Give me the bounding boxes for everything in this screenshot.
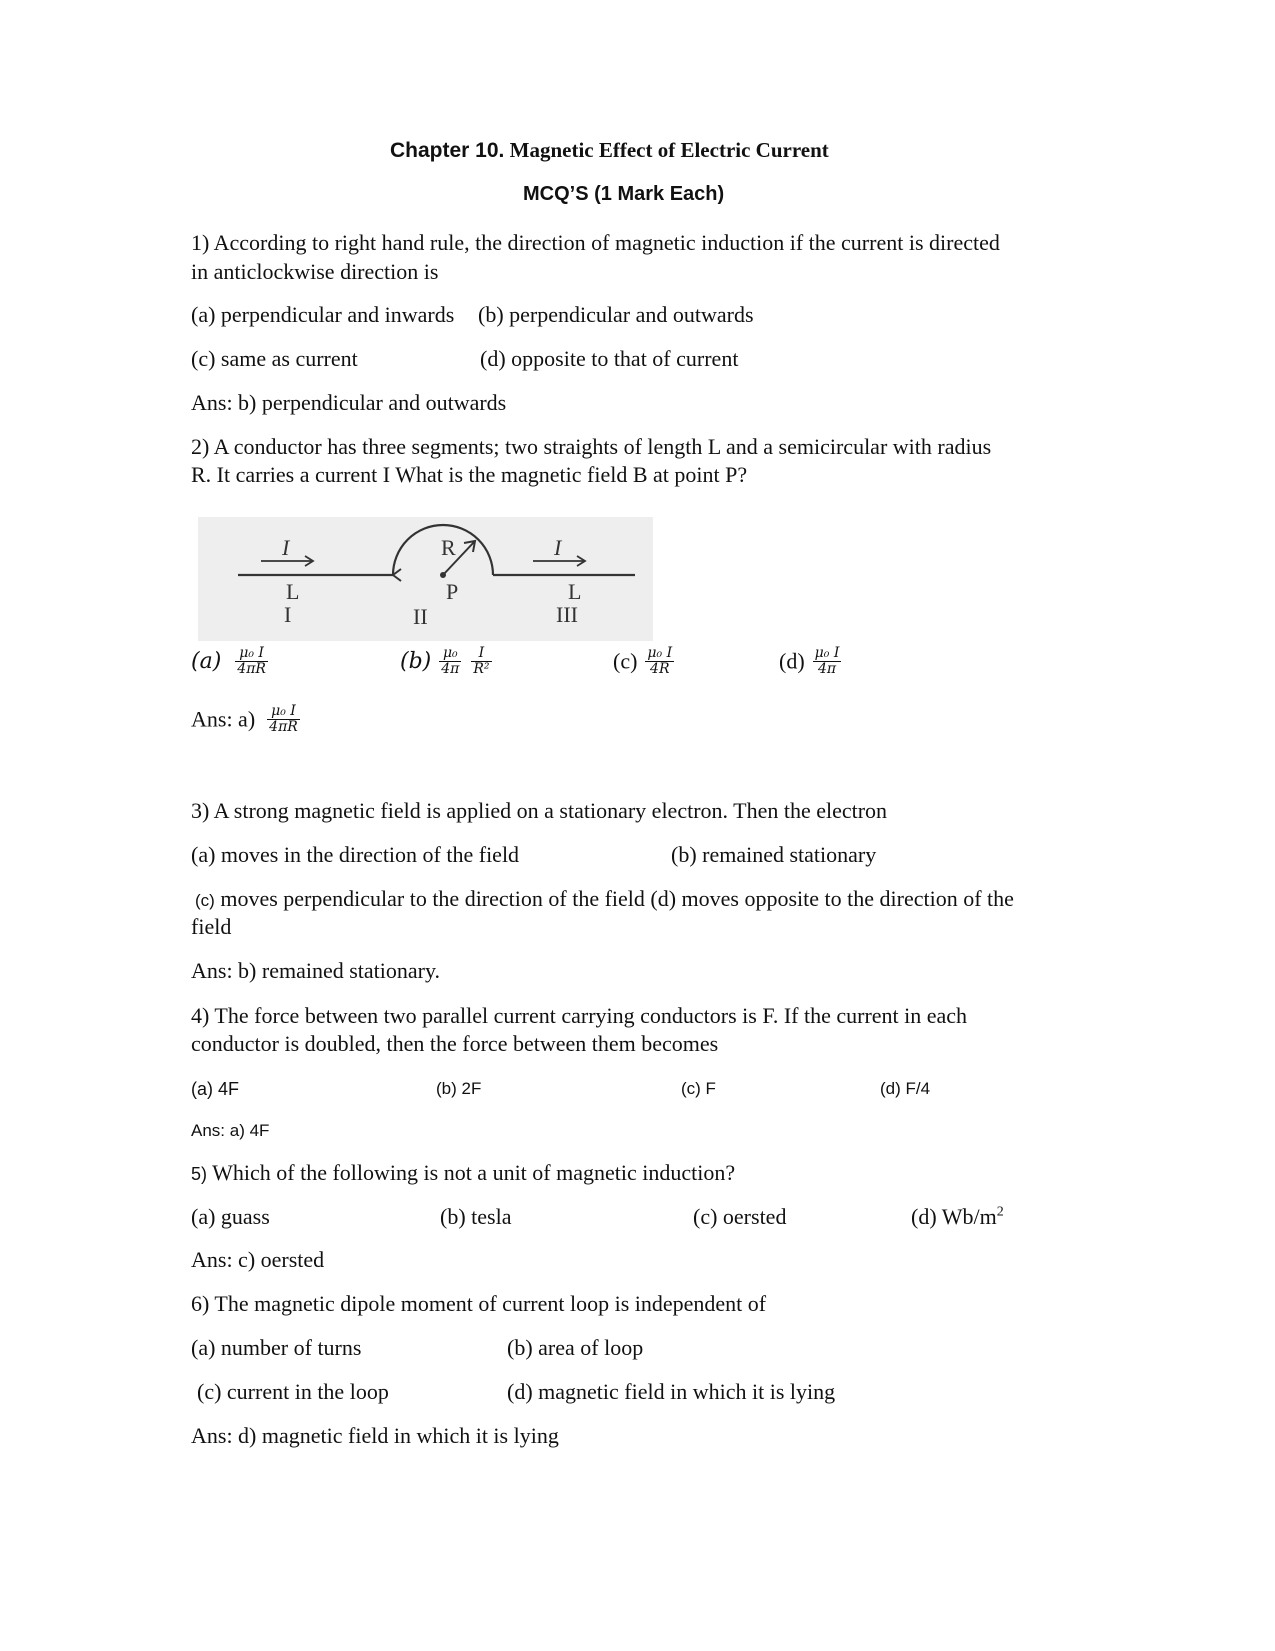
q6-option-b: (b) area of loop — [507, 1335, 644, 1360]
section-subtitle: MCQ’S (1 Mark Each) — [523, 183, 725, 205]
q1-line2: in anticlockwise direction is — [191, 259, 439, 284]
q2-answer-prefix: Ans: a) — [191, 706, 256, 732]
q1-option-a: (a) perpendicular and inwards — [191, 302, 455, 327]
q2-option-b-numerator-1: μ₀ — [439, 646, 461, 662]
q6-answer: Ans: d) magnetic field in which it is lying — [191, 1423, 559, 1448]
q2-answer-denominator: 4πR — [269, 719, 298, 735]
q3-question: 3) A strong magnetic field is applied on a stationary electron. Then the electron — [191, 798, 888, 823]
q3-answer: Ans: b) remained stationary. — [191, 958, 441, 983]
q2-option-d-label: (d) — [779, 648, 805, 674]
segment-label-1: I — [284, 602, 292, 627]
q2-option-d-numerator: μ₀ I — [814, 645, 840, 661]
q1-option-c: (c) same as current — [191, 346, 358, 371]
q1-option-b: (b) perpendicular and outwards — [478, 302, 754, 327]
q3-option-c-d-line — [195, 886, 1014, 912]
q5-question-line — [191, 1160, 735, 1186]
q3-option-b: (b) remained stationary — [671, 842, 877, 867]
q2-answer-numerator: μ₀ I — [267, 704, 300, 720]
q2-option-b — [400, 646, 492, 677]
q4-line2: conductor is doubled, then the force between them becomes — [191, 1031, 719, 1056]
q2-option-a-numerator: μ₀ I — [235, 646, 268, 662]
q2-option-c-numerator: μ₀ I — [647, 645, 673, 661]
q2-option-b-denominator-2: R² — [473, 661, 490, 677]
q6-question: 6) The magnetic dipole moment of current loop is independent of — [191, 1291, 767, 1316]
q2-option-d-fraction — [813, 646, 842, 677]
q2-option-b-fraction-2 — [471, 646, 491, 677]
q5-option-a: (a) guass — [191, 1204, 270, 1229]
radius-label: R — [441, 535, 456, 560]
q5-option-d-superscript: 2 — [996, 1204, 1004, 1220]
q2-option-b-fraction-1 — [439, 646, 461, 677]
length-label-1: L — [286, 579, 300, 604]
q5-question: Which of the following is not a unit of magnetic induction? — [207, 1160, 736, 1185]
page-title — [390, 138, 829, 163]
q2-option-c-denominator: 4R — [650, 661, 670, 677]
title-text: Magnetic Effect of Electric Current — [509, 138, 829, 162]
q1-answer: Ans: b) perpendicular and outwards — [191, 390, 507, 415]
q4-option-b: (b) 2F — [436, 1079, 482, 1098]
segment-label-2: II — [413, 604, 428, 629]
segment-label-3: III — [556, 602, 578, 627]
q4-option-c: (c) F — [681, 1079, 716, 1098]
q2-option-b-denominator-1: 4π — [441, 661, 460, 677]
q4-line1: 4) The force between two parallel current carrying conductors is F. If the current in each — [191, 1003, 968, 1028]
q5-option-b: (b) tesla — [440, 1204, 512, 1229]
q6-option-d: (d) magnetic field in which it is lying — [507, 1379, 836, 1404]
q4-answer: Ans: a) 4F — [191, 1121, 270, 1140]
q2-option-c-fraction — [645, 646, 674, 677]
q1-line1: 1) According to right hand rule, the direction of magnetic induction if the current is directed — [191, 230, 1000, 255]
q2-option-b-numerator-2: I — [471, 646, 491, 662]
q2-option-a — [191, 646, 268, 677]
q3-option-c-label: (c) — [195, 891, 215, 910]
q2-answer-fraction — [267, 704, 300, 735]
q5-number: 5) — [191, 1164, 208, 1184]
q3-option-a: (a) moves in the direction of the field — [191, 842, 520, 867]
q3-option-c-d-text: moves perpendicular to the direction of the field (d) moves opposite to the direction of the — [214, 886, 1014, 911]
q2-option-a-denominator: 4πR — [237, 661, 266, 677]
q3-option-d-continued: field — [191, 914, 232, 939]
length-label-2: L — [568, 579, 582, 604]
point-p-dot — [440, 572, 446, 578]
q6-option-a: (a) number of turns — [191, 1335, 362, 1360]
q2-line2: R. It carries a current I What is the magnetic field B at point P? — [191, 462, 748, 487]
q2-option-a-fraction — [235, 646, 268, 677]
q2-option-c — [613, 646, 674, 677]
q2-option-d — [779, 646, 841, 677]
q6-option-c: (c) current in the loop — [197, 1379, 389, 1404]
conductor-diagram — [198, 517, 653, 641]
q2-answer — [191, 704, 300, 735]
point-p-label: P — [446, 579, 459, 604]
q2-option-b-label: (b) — [400, 649, 432, 674]
q2-option-a-label: (a) — [191, 649, 222, 674]
q2-option-d-denominator: 4π — [817, 661, 837, 677]
q2-line1: 2) A conductor has three segments; two straights of length L and a semicircular with radius — [191, 434, 992, 459]
title-chapter-number: Chapter 10. — [390, 139, 505, 162]
q2-option-c-label: (c) — [613, 648, 638, 674]
q5-answer: Ans: c) oersted — [191, 1247, 325, 1272]
q5-option-c: (c) oersted — [693, 1204, 787, 1229]
q1-option-d: (d) opposite to that of current — [480, 346, 739, 371]
q4-option-d: (d) F/4 — [880, 1079, 931, 1098]
current-label-1: I — [282, 535, 290, 560]
q5-option-d-text: (d) Wb/m — [911, 1204, 997, 1229]
q4-option-a: (a) 4F — [191, 1079, 240, 1099]
current-label-2: I — [554, 535, 562, 560]
q5-option-d — [911, 1204, 1004, 1230]
